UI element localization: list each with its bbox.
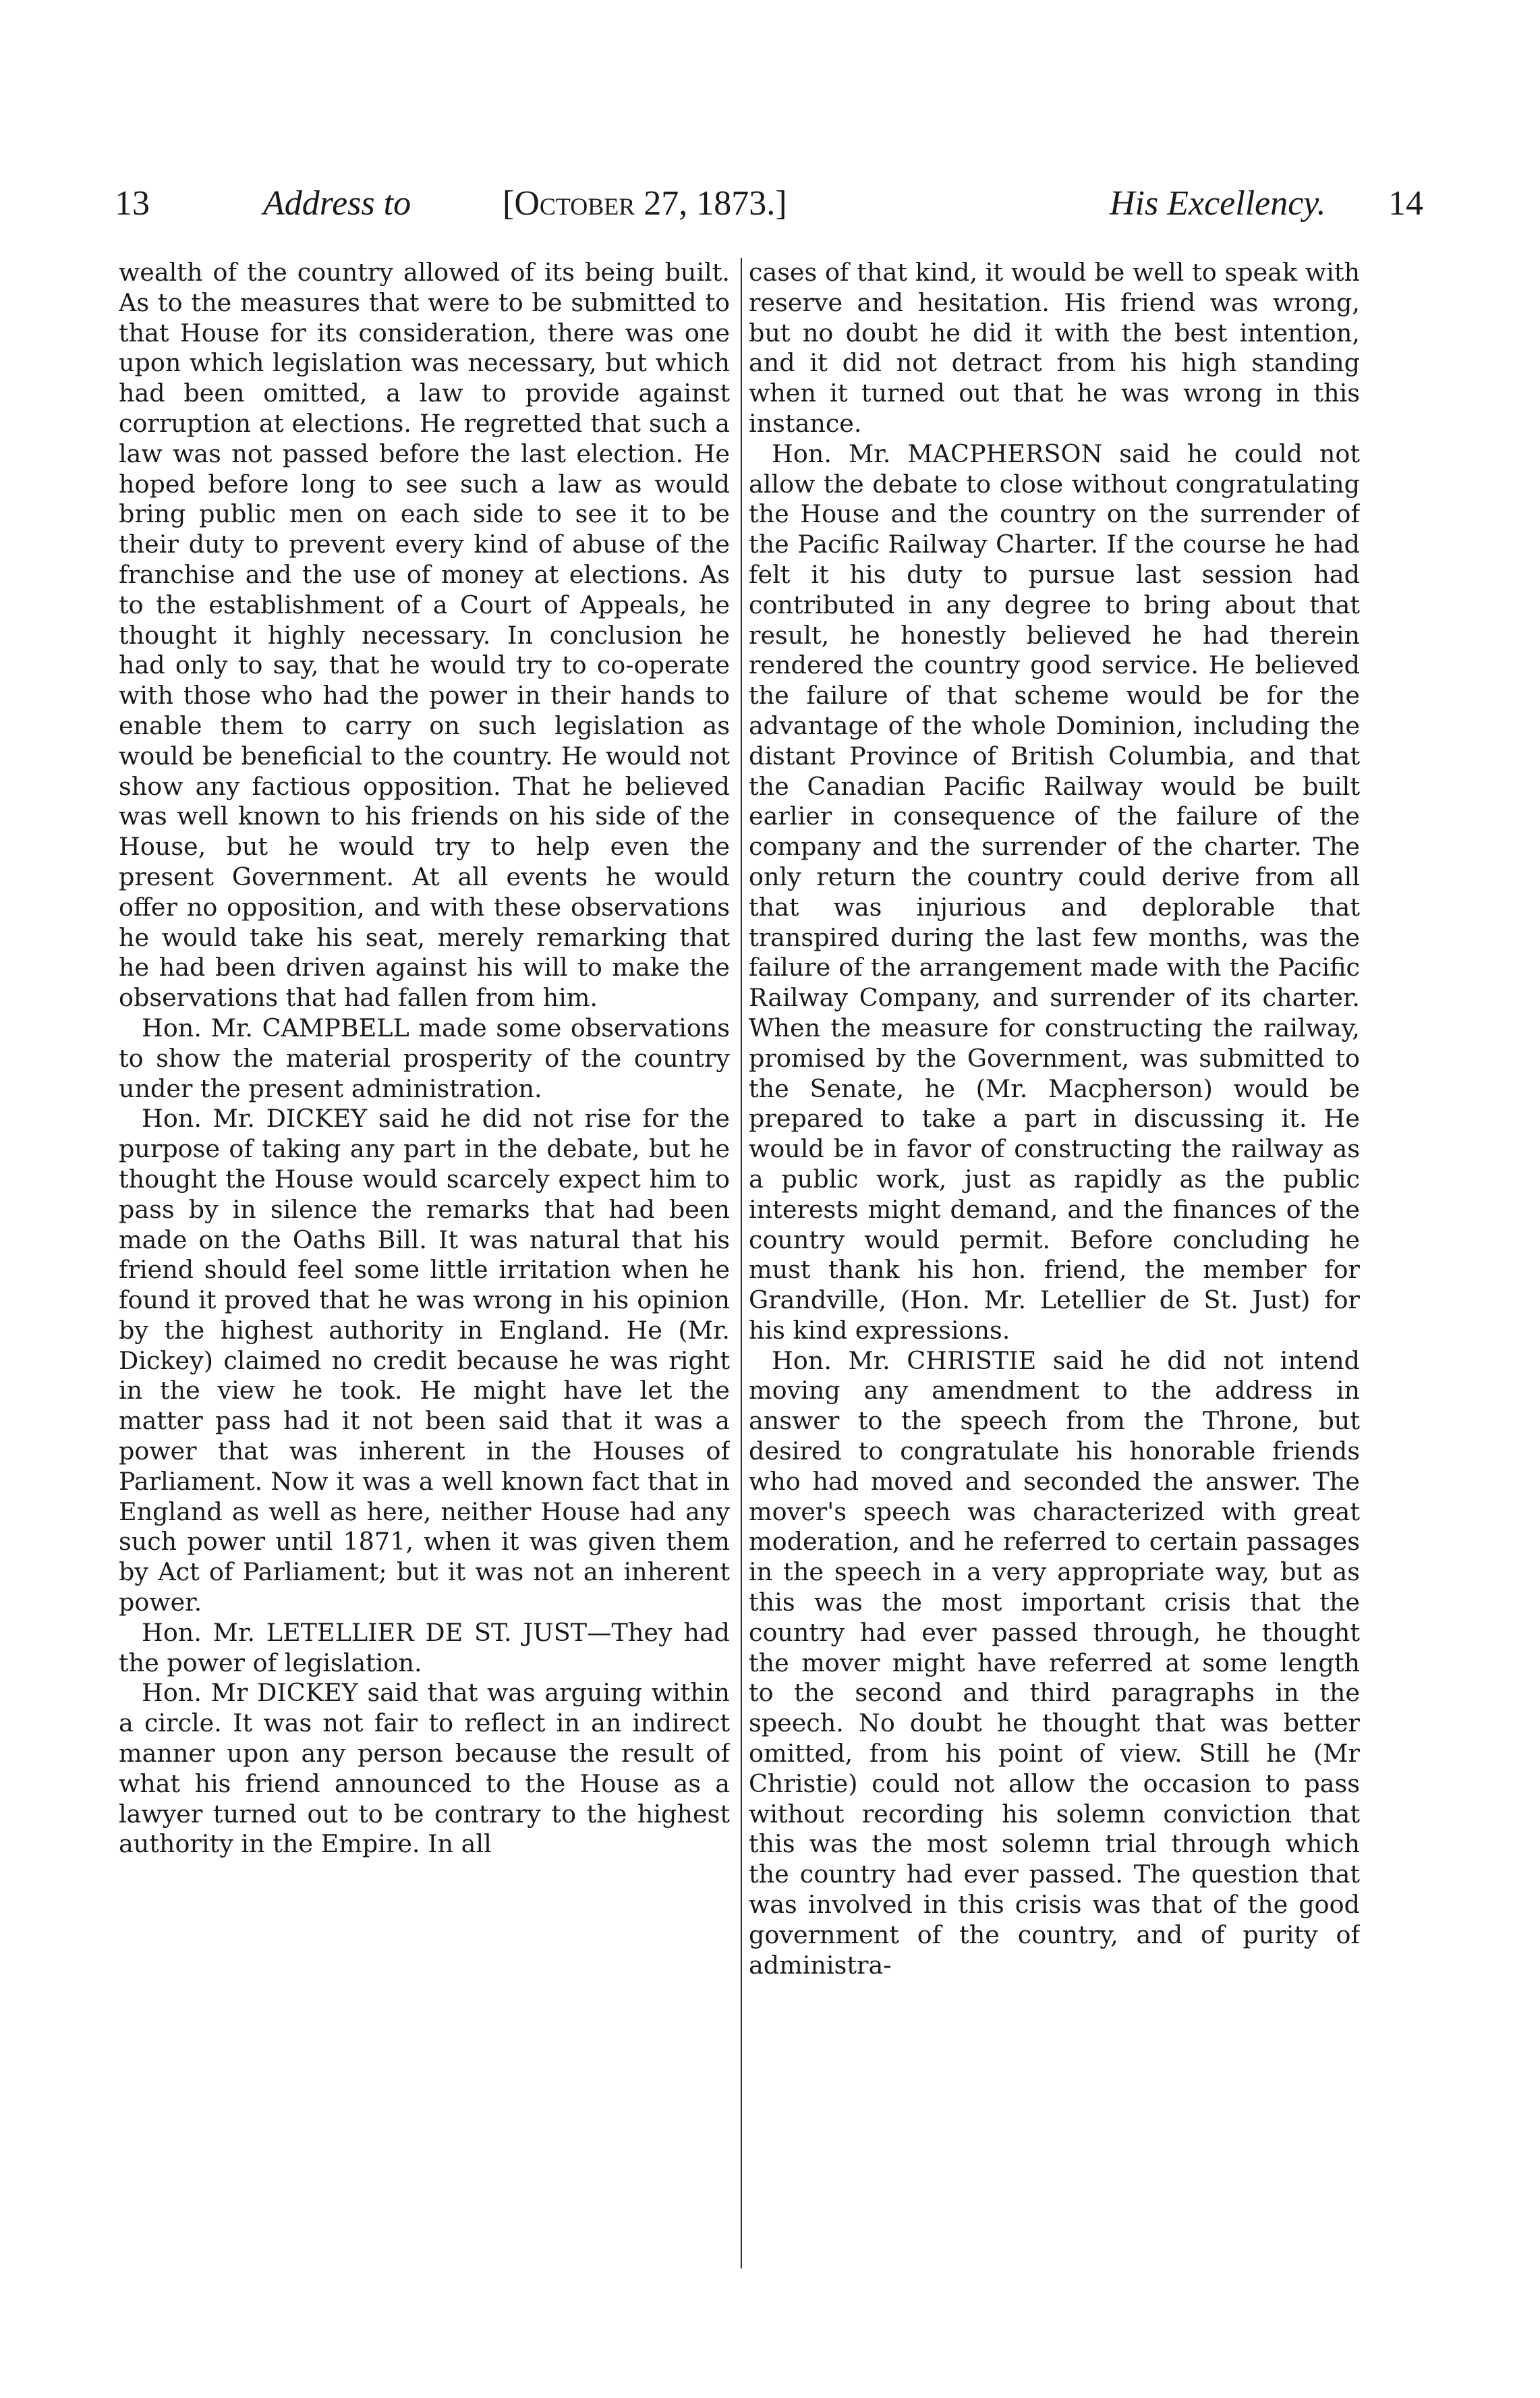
- left-column: [119, 258, 730, 2336]
- running-date: [October 27, 1873.]: [503, 184, 787, 223]
- running-title-right: His Excellency.: [1110, 184, 1326, 223]
- paragraph: Hon. Mr. CAMPBELL made some observations to show the material prosperity of the country under the present administration.: [119, 1013, 730, 1103]
- running-title-left: Address to: [263, 184, 411, 223]
- right-column: [749, 258, 1360, 2336]
- paragraph: Hon. Mr. CHRISTIE said he did not intend moving any amendment to the address in answer to the speech from the Throne, but desired to congratulate his honorable friends who had moved and seconded the answer. The mover's speech was characterized with great moderation, and he referred to certain passages in the speech in a very appropriate way, but as this was the most important crisis that the country had ever passed through, he thought the mover might have referred at some length to the second and third paragraphs in the speech. No doubt he thought that was better omitted, from his point of view. Still he (Mr Christie) could not allow the occasion to pass without recording his solemn conviction that this was the most solemn trial through which the country had ever passed. The question that was involved in this crisis was that of the good government of the country, and of purity of administra-: [749, 1345, 1360, 1980]
- page-number-right: 14: [1388, 184, 1423, 223]
- page-number-left: 13: [115, 184, 150, 223]
- paragraph: Hon. Mr. LETELLIER DE ST. JUST—They had the power of legislation.: [119, 1617, 730, 1677]
- column-divider: [741, 258, 742, 2268]
- page-header: [115, 177, 1423, 231]
- paragraph: wealth of the country allowed of its being built. As to the measures that were to be submitted to that House for its consideration, there was one upon which legislation was necessary, but which had been omitted, a law to provide against corruption at elections. He regretted that such a law was not passed before the last election. He hoped before long to see such a law as would bring public men on each side to see it to be their duty to prevent every kind of abuse of the franchise and the use of money at elections. As to the establishment of a Court of Appeals, he thought it highly necessary. In conclusion he had only to say, that he would try to co-operate with those who had the power in their hands to enable them to carry on such legislation as would be beneficial to the country. He would not show any factious opposition. That he believed was well known to his friends on his side of the House, but he would try to help even the present Government. At all events he would offer no opposition, and with these observations he would take his seat, merely remarking that he had been driven against his will to make the observations that had fallen from him.: [119, 258, 730, 1013]
- paragraph: Hon. Mr. DICKEY said he did not rise for the purpose of taking any part in the debate, but he thought the House would scarcely expect him to pass by in silence the remarks that had been made on the Oaths Bill. It was natural that his friend should feel some little irritation when he found it proved that he was wrong in his opinion by the highest authority in England. He (Mr. Dickey) claimed no credit because he was right in the view he took. He might have let the matter pass had it not been said that it was a power that was inherent in the Houses of Parliament. Now it was a well known fact that in England as well as here, neither House had any such power until 1871, when it was given them by Act of Parliament; but it was not an inherent power.: [119, 1104, 730, 1617]
- paragraph: Hon. Mr DICKEY said that was arguing within a circle. It was not fair to reflect in an indirect manner upon any person because the result of what his friend announced to the House as a lawyer turned out to be contrary to the highest authority in the Empire. In all: [119, 1678, 730, 1859]
- paragraph: cases of that kind, it would be well to speak with reserve and hesitation. His friend was wrong, but no doubt he did it with the best intention, and it did not detract from his high standing when it turned out that he was wrong in this instance.: [749, 258, 1360, 438]
- paragraph: Hon. Mr. MACPHERSON said he could not allow the debate to close without congratulating the House and the country on the surrender of the Pacific Railway Charter. If the course he had felt it his duty to pursue last session had contributed in any degree to bring about that result, he honestly believed he had therein rendered the country good service. He believed the failure of that scheme would be for the advantage of the whole Dominion, including the distant Province of British Columbia, and that the Canadian Pacific Railway would be built earlier in consequence of the failure of the company and the surrender of the charter. The only return the country could derive from all that was injurious and deplorable that transpired during the last few months, was the failure of the arrangement made with the Pacific Railway Company, and surrender of its charter. When the measure for constructing the railway, promised by the Government, was submitted to the Senate, he (Mr. Macpherson) would be prepared to take a part in discussing it. He would be in favor of constructing the railway as a public work, just as rapidly as the public interests might demand, and the finances of the country would permit. Before concluding he must thank his hon. friend, the member for Grandville, (Hon. Mr. Letellier de St. Just) for his kind expressions.: [749, 439, 1360, 1345]
